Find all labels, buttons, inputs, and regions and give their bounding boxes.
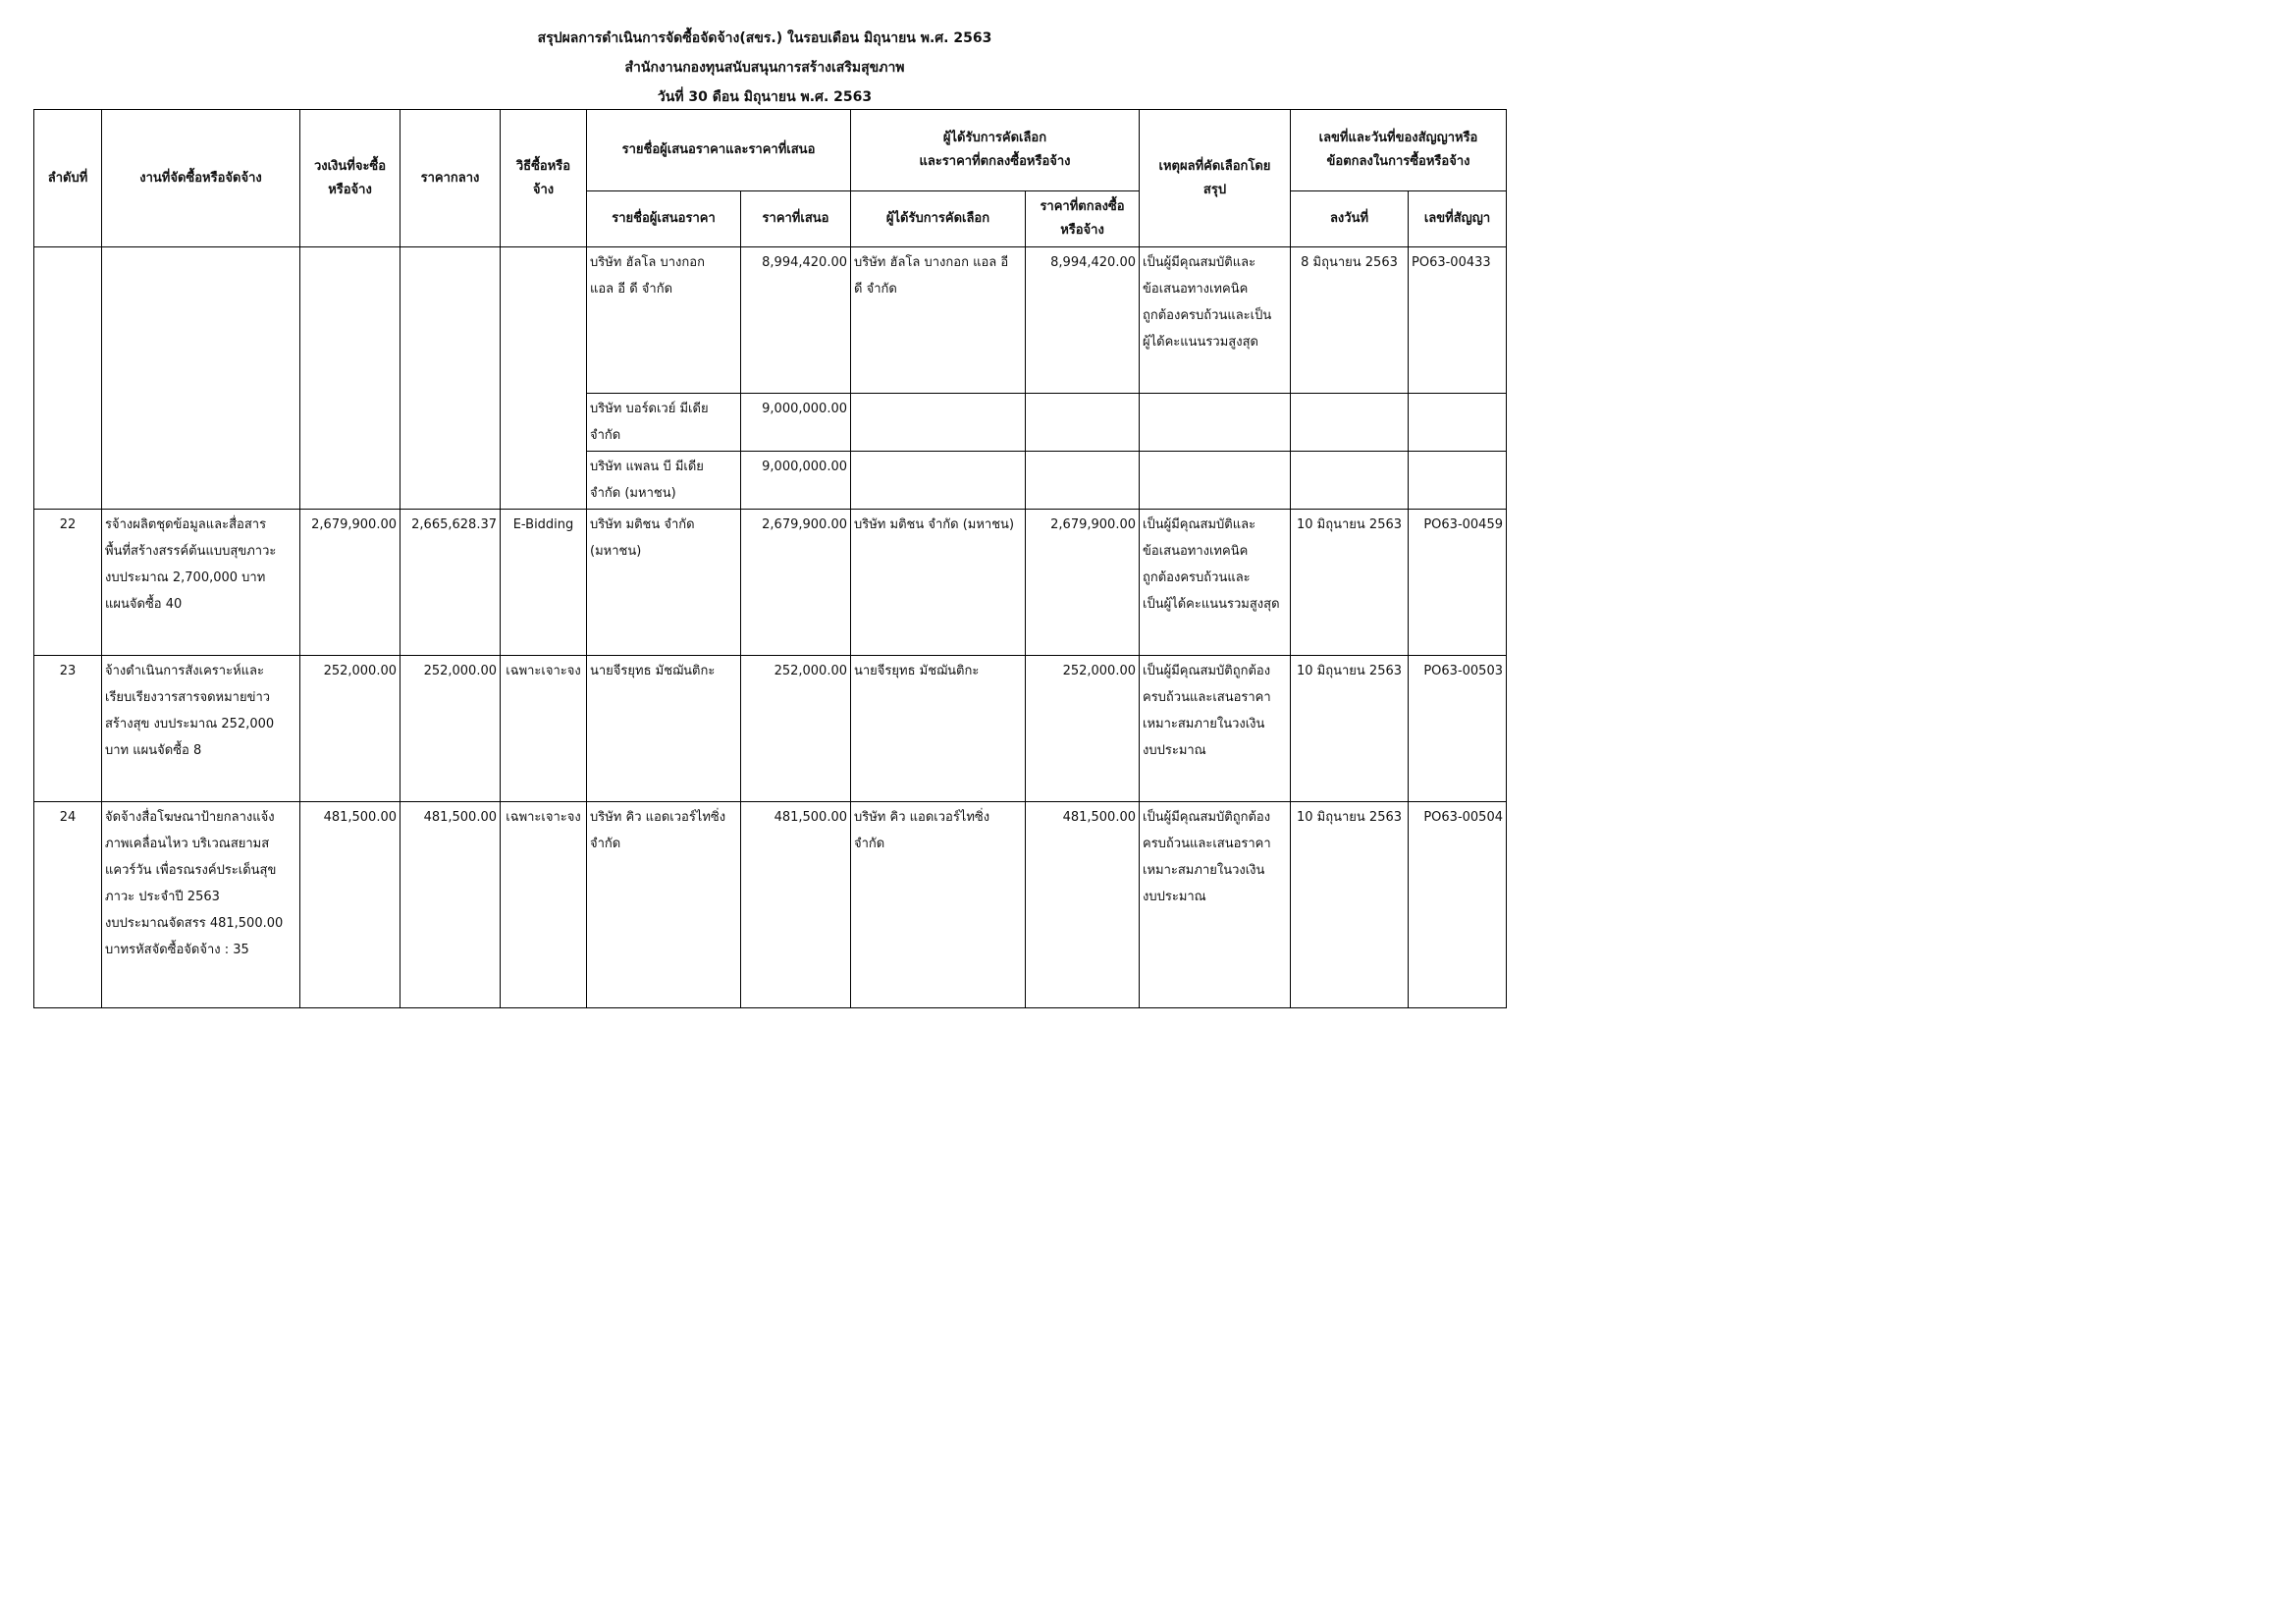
row-no <box>34 247 102 510</box>
agreed-price: 481,500.00 <box>1026 802 1140 1008</box>
row-task: จ้างดำเนินการสังเคราะห์และ เรียบเรียงวารสารจดหมายข่าว สร้างสุข งบประมาณ 252,000 บาท แผนจัดซื้อ 8 <box>102 656 300 802</box>
bidder-name: บริษัท แพลน บี มีเดีย จำกัด (มหาชน) <box>587 452 741 510</box>
bid-price: 481,500.00 <box>741 802 851 1008</box>
contract-number: PO63-00459 <box>1409 510 1507 656</box>
header-median-price: ราคากลาง <box>400 110 501 247</box>
header-reason: เหตุผลที่คัดเลือกโดย สรุป <box>1140 110 1291 247</box>
header-agreed-price: ราคาที่ตกลงซื้อ หรือจ้าง <box>1026 191 1140 247</box>
row-no: 24 <box>34 802 102 1008</box>
document-header <box>0 27 1529 116</box>
row-method: เฉพาะเจาะจง <box>501 656 587 802</box>
row-median-price: 252,000.00 <box>400 656 501 802</box>
empty-cell <box>1409 452 1507 510</box>
header-bidder-name: รายชื่อผู้เสนอราคา <box>587 191 741 247</box>
contract-date: 10 มิถุนายน 2563 <box>1291 802 1409 1008</box>
bidder-name: บริษัท มติชน จำกัด (มหาชน) <box>587 510 741 656</box>
agreed-price: 2,679,900.00 <box>1026 510 1140 656</box>
procurement-table <box>33 109 1507 1008</box>
header-bidders-group: รายชื่อผู้เสนอราคาและราคาที่เสนอ <box>587 110 851 191</box>
row-task <box>102 247 300 510</box>
row-budget <box>300 247 400 510</box>
bidder-name: บริษัท ฮัลโล บางกอก แอล อี ดี จำกัด <box>587 247 741 394</box>
selection-reason: เป็นผู้มีคุณสมบัติและ ข้อเสนอทางเทคนิค ถูกต้องครบถ้วนและ เป็นผู้ได้คะแนนรวมสูงสุด <box>1140 510 1291 656</box>
row-no: 23 <box>34 656 102 802</box>
winner-name: บริษัท มติชน จำกัด (มหาชน) <box>851 510 1026 656</box>
header-budget: วงเงินที่จะซื้อ หรือจ้าง <box>300 110 400 247</box>
report-date: วันที่ 30 ดือน มิถุนายน พ.ศ. 2563 <box>657 89 873 105</box>
header-no: ลำดับที่ <box>34 110 102 247</box>
row-median-price: 481,500.00 <box>400 802 501 1008</box>
empty-cell <box>1409 394 1507 452</box>
row-method: เฉพาะเจาะจง <box>501 802 587 1008</box>
empty-cell <box>1140 394 1291 452</box>
empty-cell <box>1291 394 1409 452</box>
header-winner-group: ผู้ได้รับการคัดเลือก และราคาที่ตกลงซื้อหรือจ้าง <box>851 110 1140 191</box>
bidder-name: นายจีรยุทธ มัชฌันติกะ <box>587 656 741 802</box>
selection-reason: เป็นผู้มีคุณสมบัติถูกต้อง ครบถ้วนและเสนอราคา เหมาะสมภายในวงเงิน งบประมาณ <box>1140 802 1291 1008</box>
empty-cell <box>1291 452 1409 510</box>
header-date: ลงวันที่ <box>1291 191 1409 247</box>
table-row <box>34 656 1507 802</box>
bid-price: 9,000,000.00 <box>741 452 851 510</box>
organization-name: สำนักงานกองทุนสนับสนุนการสร้างเสริมสุขภาพ <box>624 60 905 76</box>
contract-number: PO63-00504 <box>1409 802 1507 1008</box>
header-contract-group: เลขที่และวันที่ของสัญญาหรือ ข้อตกลงในการซื้อหรือจ้าง <box>1291 110 1507 191</box>
contract-number: PO63-00433 <box>1409 247 1507 394</box>
empty-cell <box>851 394 1026 452</box>
row-budget: 481,500.00 <box>300 802 400 1008</box>
contract-number: PO63-00503 <box>1409 656 1507 802</box>
winner-name: บริษัท ฮัลโล บางกอก แอล อี ดี จำกัด <box>851 247 1026 394</box>
empty-cell <box>1026 394 1140 452</box>
bid-price: 8,994,420.00 <box>741 247 851 394</box>
header-method: วิธีซื้อหรือ จ้าง <box>501 110 587 247</box>
bidder-name: บริษัท บอร์ดเวย์ มีเดีย จำกัด <box>587 394 741 452</box>
header-bid-price: ราคาที่เสนอ <box>741 191 851 247</box>
table-row <box>34 247 1507 394</box>
row-budget: 252,000.00 <box>300 656 400 802</box>
row-median-price <box>400 247 501 510</box>
contract-date: 8 มิถุนายน 2563 <box>1291 247 1409 394</box>
empty-cell <box>1026 452 1140 510</box>
header-contract-no: เลขที่สัญญา <box>1409 191 1507 247</box>
empty-cell <box>1140 452 1291 510</box>
header-task: งานที่จัดซื้อหรือจัดจ้าง <box>102 110 300 247</box>
report-title: สรุปผลการดำเนินการจัดซื้อจัดจ้าง(สขร.) ในรอบเดือน มิถุนายน พ.ศ. 2563 <box>537 30 992 46</box>
table-row <box>34 802 1507 1008</box>
winner-name: บริษัท คิว แอดเวอร์ไทซิ่ง จำกัด <box>851 802 1026 1008</box>
empty-cell <box>851 452 1026 510</box>
selection-reason: เป็นผู้มีคุณสมบัติถูกต้อง ครบถ้วนและเสนอราคา เหมาะสมภายในวงเงิน งบประมาณ <box>1140 656 1291 802</box>
row-method: E-Bidding <box>501 510 587 656</box>
row-median-price: 2,665,628.37 <box>400 510 501 656</box>
row-method <box>501 247 587 510</box>
bidder-name: บริษัท คิว แอดเวอร์ไทซิ่ง จำกัด <box>587 802 741 1008</box>
bid-price: 2,679,900.00 <box>741 510 851 656</box>
agreed-price: 252,000.00 <box>1026 656 1140 802</box>
selection-reason: เป็นผู้มีคุณสมบัติและ ข้อเสนอทางเทคนิค ถูกต้องครบถ้วนและเป็น ผู้ได้คะแนนรวมสูงสุด <box>1140 247 1291 394</box>
winner-name: นายจีรยุทธ มัชฌันติกะ <box>851 656 1026 802</box>
row-budget: 2,679,900.00 <box>300 510 400 656</box>
row-no: 22 <box>34 510 102 656</box>
bid-price: 252,000.00 <box>741 656 851 802</box>
contract-date: 10 มิถุนายน 2563 <box>1291 510 1409 656</box>
contract-date: 10 มิถุนายน 2563 <box>1291 656 1409 802</box>
row-task: รจ้างผลิตชุดข้อมูลและสื่อสาร พื้นที่สร้างสรรค์ต้นแบบสุขภาวะ งบประมาณ 2,700,000 บาท แผนจัดซื้อ 40 <box>102 510 300 656</box>
agreed-price: 8,994,420.00 <box>1026 247 1140 394</box>
table-row <box>34 510 1507 656</box>
bid-price: 9,000,000.00 <box>741 394 851 452</box>
header-winner-name: ผู้ได้รับการคัดเลือก <box>851 191 1026 247</box>
row-task: จัดจ้างสื่อโฆษณาป้ายกลางแจ้ง ภาพเคลื่อนไหว บริเวณสยามส แควร์วัน เพื่อรณรงค์ประเด็นสุข ภาวะ ประจำปี 2563 งบประมาณจัดสรร 481,500.00 บาทรหัสจัดซื้อจัดจ้าง : 35 <box>102 802 300 1008</box>
